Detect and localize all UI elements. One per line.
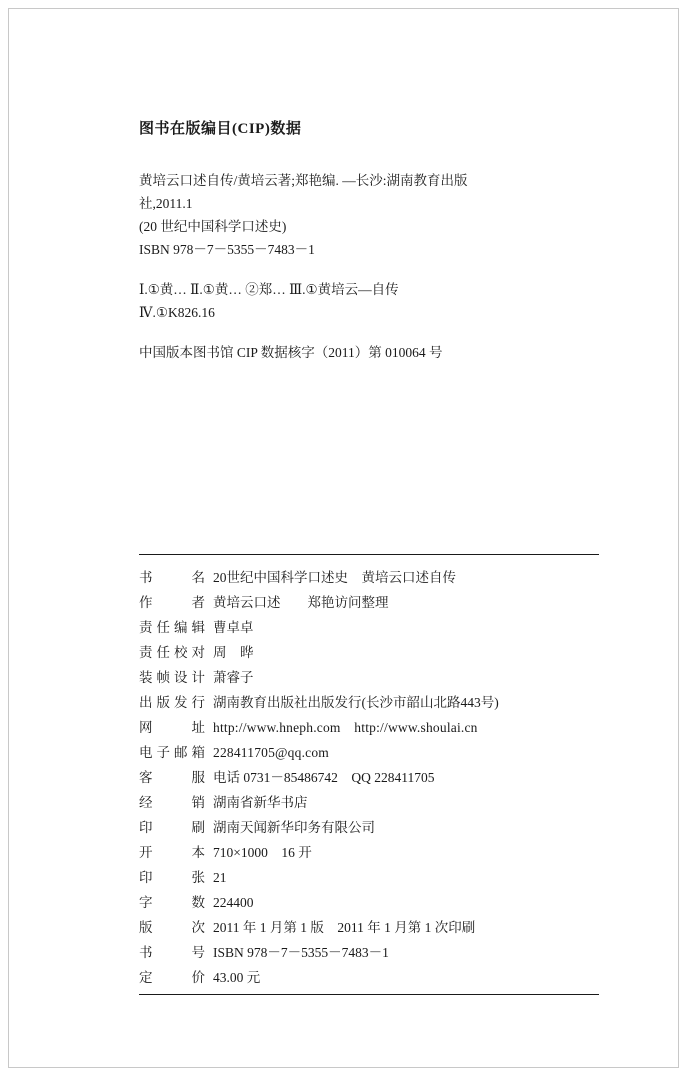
- row-label: 出版发行: [139, 694, 205, 710]
- row-label: 版 次: [139, 919, 205, 935]
- row-value: 曹卓卓: [213, 619, 254, 635]
- cip-line: 黄培云口述自传/黄培云著;郑艳编. —长沙:湖南教育出版: [139, 173, 468, 188]
- cip-heading: 图书在版编目(CIP)数据: [139, 121, 302, 137]
- row-value: 黄培云口述 郑艳访问整理: [213, 594, 389, 610]
- row-label: 定 价: [139, 969, 205, 985]
- table-row: [139, 663, 599, 688]
- table-row: [139, 788, 599, 813]
- cip-line: 社,2011.1: [139, 196, 193, 211]
- row-value-price: 43.00 元: [213, 969, 261, 985]
- spacer: [139, 261, 591, 278]
- row-label: 印 张: [139, 869, 205, 885]
- row-label: 字 数: [139, 894, 205, 910]
- cip-description: [139, 169, 591, 261]
- row-label: 印 刷: [139, 819, 205, 835]
- row-label: 经 销: [139, 794, 205, 810]
- divider-bottom: [139, 994, 599, 995]
- cip-classification: [139, 278, 591, 324]
- row-value: 萧睿子: [213, 669, 254, 685]
- table-row: [139, 938, 599, 963]
- row-value: 湖南天闻新华印务有限公司: [213, 819, 375, 835]
- row-label: 书 号: [139, 944, 205, 960]
- table-row: [139, 763, 599, 788]
- table-row: [139, 863, 599, 888]
- table-row: [139, 588, 599, 613]
- row-value: 710×1000 16 开: [213, 844, 312, 860]
- row-label: 客 服: [139, 769, 205, 785]
- cip-class-line: Ⅳ.①K826.16: [139, 305, 215, 320]
- row-value: 20世纪中国科学口述史 黄培云口述自传: [213, 569, 456, 585]
- cip-number: 中国版本图书馆 CIP 数据核字（2011）第 010064 号: [139, 345, 443, 360]
- table-row: [139, 638, 599, 663]
- row-label: 电子邮箱: [139, 744, 205, 760]
- row-value: ISBN 978－7－5355－7483－1: [213, 944, 389, 960]
- table-row: [139, 713, 599, 738]
- table-row: [139, 913, 599, 938]
- row-value: 湖南省新华书店: [213, 794, 308, 810]
- spacer: [139, 324, 591, 341]
- row-value: 224400: [213, 894, 254, 910]
- divider-top: [139, 554, 599, 555]
- cip-line: (20 世纪中国科学口述史): [139, 219, 287, 234]
- colophon-block: [139, 554, 599, 995]
- row-label: 责任校对: [139, 644, 205, 660]
- table-row: [139, 963, 599, 988]
- cip-isbn: ISBN 978－7－5355－7483－1: [139, 242, 315, 257]
- document-page: [8, 8, 679, 1068]
- table-row: [139, 838, 599, 863]
- table-row: [139, 738, 599, 763]
- table-row: [139, 813, 599, 838]
- row-value-email[interactable]: 228411705@qq.com: [213, 744, 329, 760]
- row-label: 责任编辑: [139, 619, 205, 635]
- row-label: 开 本: [139, 844, 205, 860]
- row-label: 网 址: [139, 719, 205, 735]
- table-row: [139, 888, 599, 913]
- table-row: [139, 688, 599, 713]
- cip-class-line: Ⅰ.①黄… Ⅱ.①黄… ②郑… Ⅲ.①黄培云—自传: [139, 282, 399, 297]
- table-row: [139, 563, 599, 588]
- table-row: [139, 613, 599, 638]
- row-label: 作 者: [139, 594, 205, 610]
- row-value: 电话 0731－85486742 QQ 228411705: [213, 769, 435, 785]
- row-value: 2011 年 1 月第 1 版 2011 年 1 月第 1 次印刷: [213, 919, 476, 935]
- row-label: 书 名: [139, 569, 205, 585]
- cip-block: [139, 169, 591, 364]
- row-value-website[interactable]: http://www.hneph.com http://www.shoulai.cn: [213, 719, 478, 735]
- row-label: 装帧设计: [139, 669, 205, 685]
- colophon-table: [139, 563, 599, 988]
- row-value: 21: [213, 869, 227, 885]
- row-value: 湖南教育出版社出版发行(长沙市韶山北路443号): [213, 694, 499, 710]
- row-value: 周 晔: [213, 644, 254, 660]
